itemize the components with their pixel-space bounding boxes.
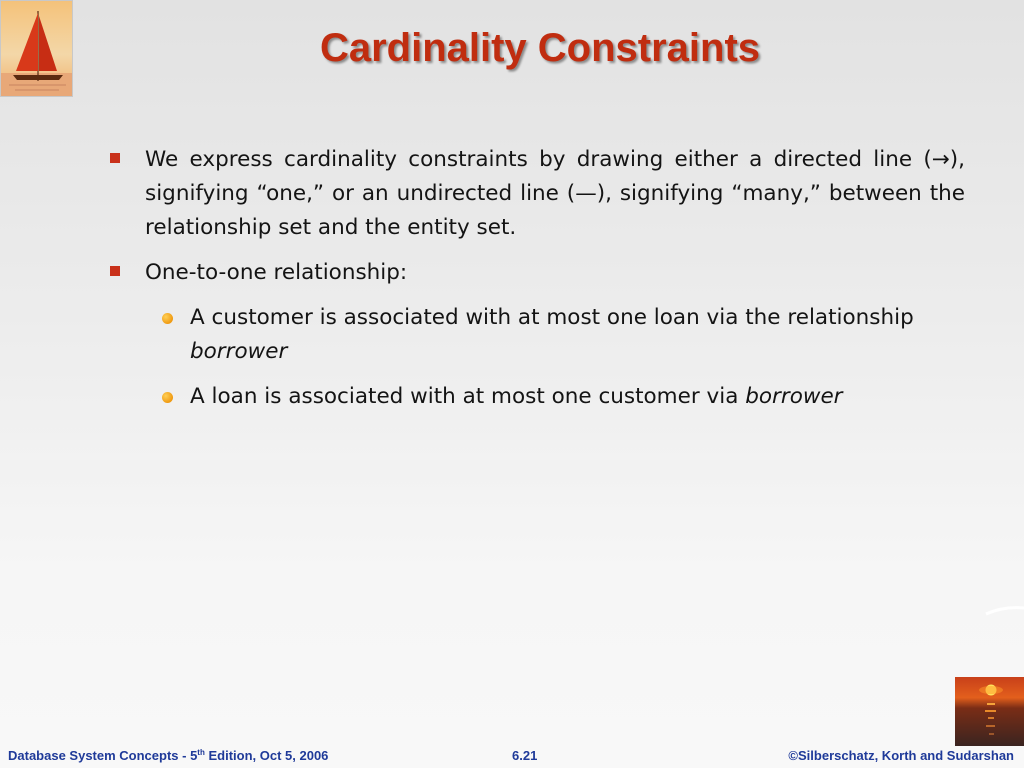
square-bullet-icon (110, 153, 120, 163)
slide-title: Cardinality Constraints (319, 26, 761, 70)
subbullet-italic: borrower (745, 384, 843, 409)
footer-left-suffix: Edition, Oct 5, 2006 (204, 748, 329, 763)
footer-page-number: 6.21 (512, 748, 538, 763)
bullet-text: We express cardinality constraints by drawing either a directed line (→), signifying “one,” or an undirected line (—), signifying “many,” between the relationship set and the entity set. (145, 147, 965, 240)
footer-left (8, 748, 328, 763)
bullet-directed-line (108, 143, 965, 245)
footer-left-prefix: Database System Concepts - 5 (8, 748, 198, 763)
sunset-icon (955, 677, 1024, 746)
bullet-text: One-to-one relationship: (145, 260, 408, 285)
square-bullet-icon (110, 266, 120, 276)
footer-left-sup: th (197, 748, 205, 757)
subbullet-text: A loan is associated with at most one customer via (190, 384, 746, 409)
bullet-one-to-one (108, 256, 965, 290)
decorative-swoosh (984, 600, 1024, 620)
round-bullet-icon (162, 392, 173, 403)
subbullet-customer (108, 301, 965, 369)
footer-copyright: ©Silberschatz, Korth and Sudarshan (788, 748, 1014, 763)
subbullet-italic: borrower (190, 339, 288, 364)
round-bullet-icon (162, 313, 173, 324)
subbullet-loan (108, 380, 965, 414)
slide-content (108, 143, 965, 425)
subbullet-text: A customer is associated with at most one loan via the relationship (190, 305, 914, 330)
